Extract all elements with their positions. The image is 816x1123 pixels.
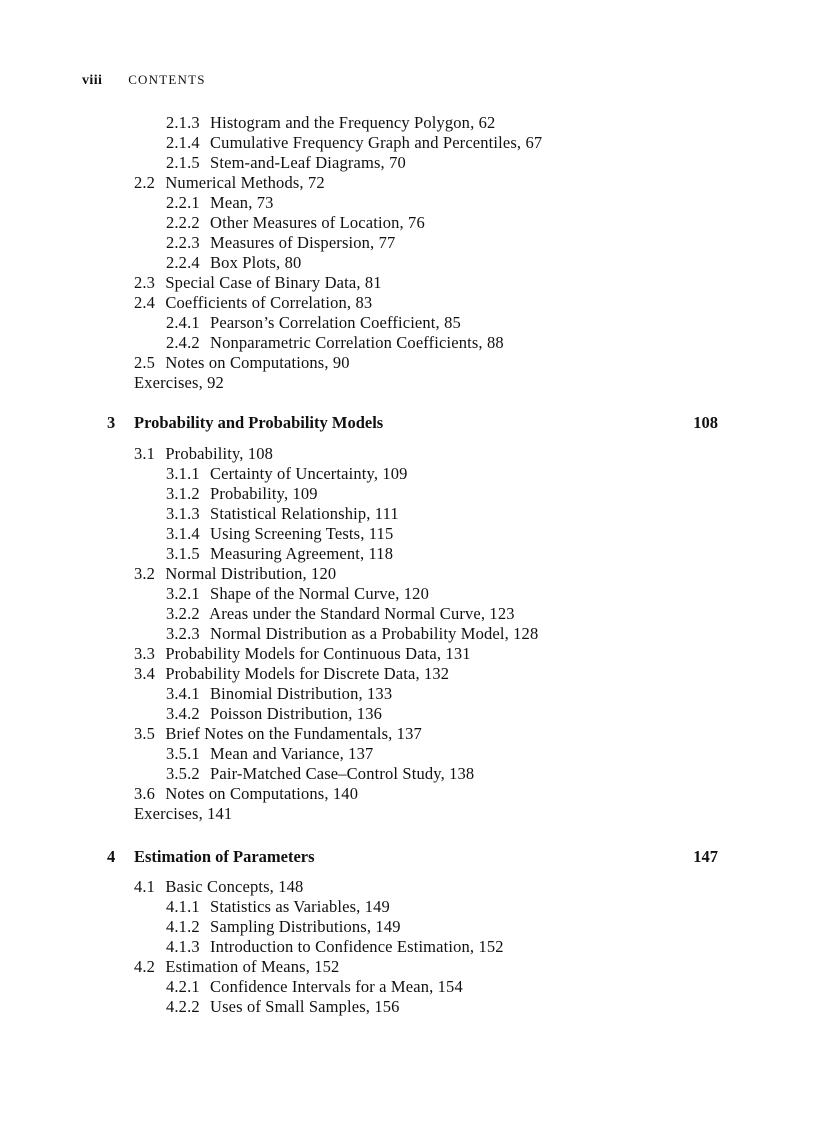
toc-entry[interactable]: 2.2.2 Other Measures of Location, 76 — [166, 213, 425, 232]
toc-entry[interactable]: 3.5.1 Mean and Variance, 137 — [166, 744, 374, 763]
toc-entry[interactable]: 2.1.3 Histogram and the Frequency Polygon, 62 — [166, 113, 496, 132]
toc-entry[interactable]: 4.1.2 Sampling Distributions, 149 — [166, 917, 401, 936]
toc-entry[interactable]: 2.2.3 Measures of Dispersion, 77 — [166, 233, 396, 252]
toc-entry[interactable]: 4.2 Estimation of Means, 152 — [134, 957, 340, 976]
toc-entry[interactable]: 3.6 Notes on Computations, 140 — [134, 784, 359, 803]
toc-entry[interactable]: 2.4.1 Pearson’s Correlation Coefficient, 85 — [166, 313, 461, 332]
toc-entry[interactable]: 4.1.3 Introduction to Confidence Estimation, 152 — [166, 937, 504, 956]
toc-entry[interactable]: 3.5 Brief Notes on the Fundamentals, 137 — [134, 724, 422, 743]
toc-entry[interactable]: 3.1.3 Statistical Relationship, 111 — [166, 504, 399, 523]
toc-entry[interactable]: 2.1.4 Cumulative Frequency Graph and Percentiles, 67 — [166, 133, 543, 152]
chapter-number: 3 — [107, 413, 116, 432]
toc-entry[interactable]: 3.4.2 Poisson Distribution, 136 — [166, 704, 383, 723]
toc-entry[interactable]: 2.2.4 Box Plots, 80 — [166, 253, 302, 272]
toc-entry[interactable]: 3.1.5 Measuring Agreement, 118 — [166, 544, 394, 563]
toc-entry[interactable]: 2.3 Special Case of Binary Data, 81 — [134, 273, 382, 292]
toc-entry[interactable]: 3.1.2 Probability, 109 — [166, 484, 318, 503]
toc-entry[interactable]: 2.2 Numerical Methods, 72 — [134, 173, 325, 192]
chapter-page: 108 — [693, 413, 718, 432]
toc-entry[interactable]: 3.1 Probability, 108 — [134, 444, 274, 463]
toc-entry[interactable]: 3.2.3 Normal Distribution as a Probability Model, 128 — [166, 624, 539, 643]
toc-entry[interactable]: 3.2.1 Shape of the Normal Curve, 120 — [166, 584, 429, 603]
toc-entry[interactable]: 3.3 Probability Models for Continuous Data, 131 — [134, 644, 471, 663]
chapter-number: 4 — [107, 847, 116, 866]
toc-entry[interactable]: 2.5 Notes on Computations, 90 — [134, 353, 350, 372]
toc-entry[interactable]: 2.1.5 Stem-and-Leaf Diagrams, 70 — [166, 153, 406, 172]
chapter-page: 147 — [693, 847, 718, 866]
toc-entry[interactable]: 3.4 Probability Models for Discrete Data, 132 — [134, 664, 450, 683]
toc-entry[interactable]: 2.2.1 Mean, 73 — [166, 193, 274, 212]
page-header — [82, 72, 206, 89]
toc-entry[interactable]: 3.1.4 Using Screening Tests, 115 — [166, 524, 394, 543]
toc-entry[interactable]: 4.1 Basic Concepts, 148 — [134, 877, 304, 896]
toc-entry[interactable]: 2.4 Coefficients of Correlation, 83 — [134, 293, 373, 312]
toc-entry[interactable]: 4.2.1 Confidence Intervals for a Mean, 154 — [166, 977, 463, 996]
toc-entry[interactable]: 4.1.1 Statistics as Variables, 149 — [166, 897, 390, 916]
toc-entry[interactable]: 3.2 Normal Distribution, 120 — [134, 564, 337, 583]
running-title: CONTENTS — [128, 72, 206, 87]
toc-entry-exercises[interactable]: Exercises, 141 — [134, 804, 233, 823]
chapter-title: Probability and Probability Models — [134, 413, 384, 432]
toc-entry[interactable]: 4.2.2 Uses of Small Samples, 156 — [166, 997, 400, 1016]
toc-entry[interactable]: 2.4.2 Nonparametric Correlation Coefficients, 88 — [166, 333, 504, 352]
toc-entry[interactable]: 3.5.2 Pair-Matched Case–Control Study, 138 — [166, 764, 475, 783]
toc-entry[interactable]: 3.1.1 Certainty of Uncertainty, 109 — [166, 464, 408, 483]
toc-entry-exercises[interactable]: Exercises, 92 — [134, 373, 224, 392]
chapter-title: Estimation of Parameters — [134, 847, 315, 866]
toc-entry[interactable]: 3.2.2 Areas under the Standard Normal Curve, 123 — [166, 604, 515, 623]
page-number: viii — [82, 73, 103, 88]
toc-entry[interactable]: 3.4.1 Binomial Distribution, 133 — [166, 684, 393, 703]
